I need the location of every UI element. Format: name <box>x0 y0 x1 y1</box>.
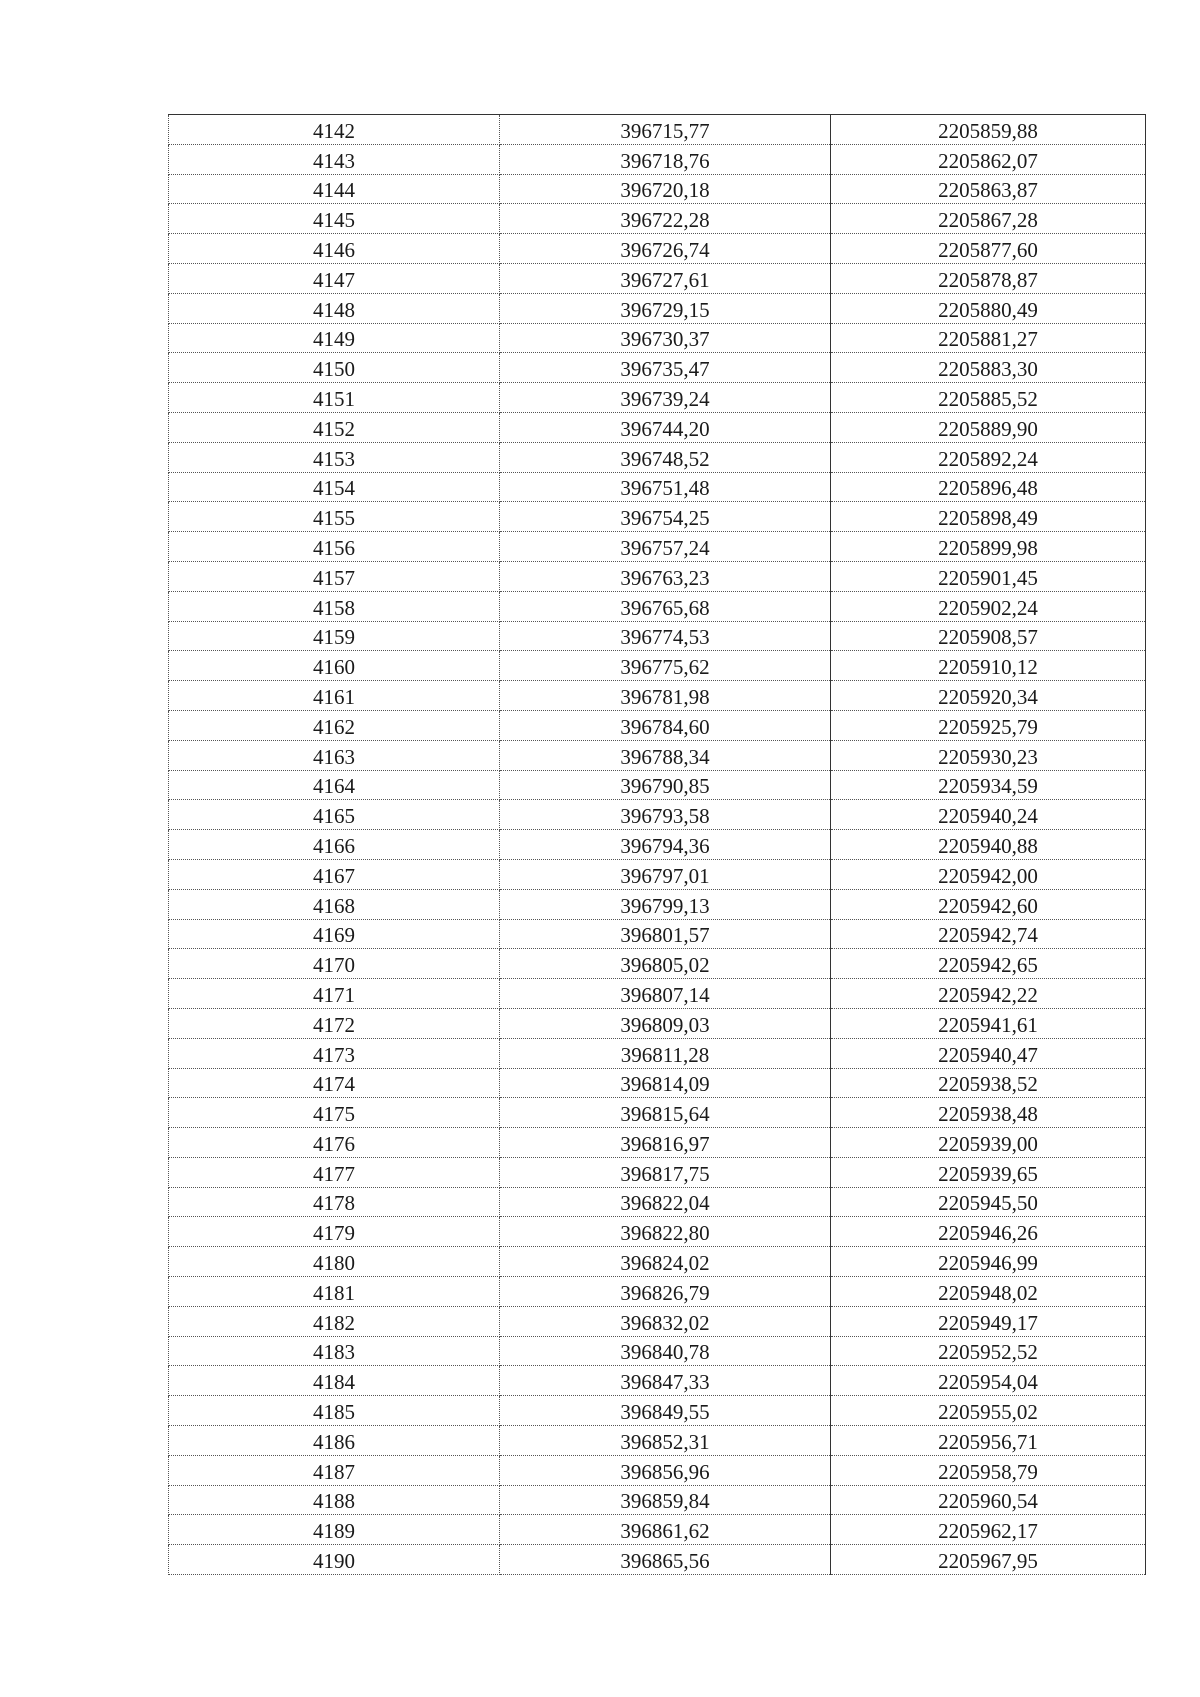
y-coordinate-cell: 2205908,57 <box>831 621 1146 651</box>
table-row <box>169 770 1146 800</box>
y-coordinate-cell: 2205899,98 <box>831 532 1146 562</box>
y-coordinate-cell: 2205920,34 <box>831 681 1146 711</box>
table-row <box>169 532 1146 562</box>
x-coordinate-cell: 396751,48 <box>500 472 831 502</box>
table-row <box>169 293 1146 323</box>
point-number-cell: 4160 <box>169 651 500 681</box>
table-row <box>169 740 1146 770</box>
y-coordinate-cell: 2205862,07 <box>831 144 1146 174</box>
point-number-cell: 4151 <box>169 383 500 413</box>
x-coordinate-cell: 396817,75 <box>500 1157 831 1187</box>
y-coordinate-cell: 2205946,26 <box>831 1217 1146 1247</box>
y-coordinate-cell: 2205940,88 <box>831 830 1146 860</box>
x-coordinate-cell: 396735,47 <box>500 353 831 383</box>
point-number-cell: 4181 <box>169 1277 500 1307</box>
x-coordinate-cell: 396824,02 <box>500 1247 831 1277</box>
y-coordinate-cell: 2205902,24 <box>831 591 1146 621</box>
y-coordinate-cell: 2205967,95 <box>831 1545 1146 1575</box>
y-coordinate-cell: 2205930,23 <box>831 740 1146 770</box>
y-coordinate-cell: 2205962,17 <box>831 1515 1146 1545</box>
point-number-cell: 4175 <box>169 1098 500 1128</box>
coordinates-table <box>168 114 1146 1575</box>
y-coordinate-cell: 2205938,52 <box>831 1068 1146 1098</box>
table-row <box>169 591 1146 621</box>
x-coordinate-cell: 396715,77 <box>500 115 831 145</box>
y-coordinate-cell: 2205948,02 <box>831 1277 1146 1307</box>
point-number-cell: 4173 <box>169 1038 500 1068</box>
x-coordinate-cell: 396774,53 <box>500 621 831 651</box>
x-coordinate-cell: 396809,03 <box>500 1008 831 1038</box>
x-coordinate-cell: 396726,74 <box>500 234 831 264</box>
point-number-cell: 4153 <box>169 442 500 472</box>
table-row <box>169 383 1146 413</box>
y-coordinate-cell: 2205956,71 <box>831 1426 1146 1456</box>
point-number-cell: 4183 <box>169 1336 500 1366</box>
y-coordinate-cell: 2205934,59 <box>831 770 1146 800</box>
table-row <box>169 442 1146 472</box>
table-row <box>169 234 1146 264</box>
table-row <box>169 1038 1146 1068</box>
y-coordinate-cell: 2205938,48 <box>831 1098 1146 1128</box>
point-number-cell: 4187 <box>169 1455 500 1485</box>
table-row <box>169 263 1146 293</box>
y-coordinate-cell: 2205863,87 <box>831 174 1146 204</box>
x-coordinate-cell: 396814,09 <box>500 1068 831 1098</box>
table-row <box>169 1366 1146 1396</box>
y-coordinate-cell: 2205859,88 <box>831 115 1146 145</box>
point-number-cell: 4144 <box>169 174 500 204</box>
table-row <box>169 800 1146 830</box>
table-row <box>169 1336 1146 1366</box>
y-coordinate-cell: 2205892,24 <box>831 442 1146 472</box>
table-row <box>169 621 1146 651</box>
x-coordinate-cell: 396861,62 <box>500 1515 831 1545</box>
table-row <box>169 561 1146 591</box>
point-number-cell: 4166 <box>169 830 500 860</box>
point-number-cell: 4169 <box>169 919 500 949</box>
x-coordinate-cell: 396794,36 <box>500 830 831 860</box>
x-coordinate-cell: 396765,68 <box>500 591 831 621</box>
y-coordinate-cell: 2205952,52 <box>831 1336 1146 1366</box>
table-row <box>169 144 1146 174</box>
y-coordinate-cell: 2205885,52 <box>831 383 1146 413</box>
x-coordinate-cell: 396790,85 <box>500 770 831 800</box>
x-coordinate-cell: 396781,98 <box>500 681 831 711</box>
point-number-cell: 4186 <box>169 1426 500 1456</box>
table-row <box>169 1396 1146 1426</box>
y-coordinate-cell: 2205942,65 <box>831 949 1146 979</box>
x-coordinate-cell: 396757,24 <box>500 532 831 562</box>
y-coordinate-cell: 2205880,49 <box>831 293 1146 323</box>
x-coordinate-cell: 396763,23 <box>500 561 831 591</box>
table-row <box>169 1098 1146 1128</box>
point-number-cell: 4184 <box>169 1366 500 1396</box>
x-coordinate-cell: 396832,02 <box>500 1306 831 1336</box>
point-number-cell: 4188 <box>169 1485 500 1515</box>
point-number-cell: 4163 <box>169 740 500 770</box>
x-coordinate-cell: 396811,28 <box>500 1038 831 1068</box>
table-row <box>169 919 1146 949</box>
point-number-cell: 4178 <box>169 1187 500 1217</box>
x-coordinate-cell: 396784,60 <box>500 710 831 740</box>
table-row <box>169 710 1146 740</box>
point-number-cell: 4156 <box>169 532 500 562</box>
x-coordinate-cell: 396730,37 <box>500 323 831 353</box>
x-coordinate-cell: 396722,28 <box>500 204 831 234</box>
point-number-cell: 4162 <box>169 710 500 740</box>
x-coordinate-cell: 396815,64 <box>500 1098 831 1128</box>
table-row <box>169 1455 1146 1485</box>
x-coordinate-cell: 396739,24 <box>500 383 831 413</box>
table-row <box>169 949 1146 979</box>
x-coordinate-cell: 396856,96 <box>500 1455 831 1485</box>
x-coordinate-cell: 396807,14 <box>500 979 831 1009</box>
x-coordinate-cell: 396816,97 <box>500 1128 831 1158</box>
point-number-cell: 4171 <box>169 979 500 1009</box>
point-number-cell: 4170 <box>169 949 500 979</box>
point-number-cell: 4180 <box>169 1247 500 1277</box>
y-coordinate-cell: 2205910,12 <box>831 651 1146 681</box>
point-number-cell: 4165 <box>169 800 500 830</box>
x-coordinate-cell: 396801,57 <box>500 919 831 949</box>
point-number-cell: 4177 <box>169 1157 500 1187</box>
point-number-cell: 4159 <box>169 621 500 651</box>
x-coordinate-cell: 396859,84 <box>500 1485 831 1515</box>
y-coordinate-cell: 2205940,47 <box>831 1038 1146 1068</box>
y-coordinate-cell: 2205954,04 <box>831 1366 1146 1396</box>
table-row <box>169 681 1146 711</box>
x-coordinate-cell: 396797,01 <box>500 859 831 889</box>
point-number-cell: 4185 <box>169 1396 500 1426</box>
x-coordinate-cell: 396865,56 <box>500 1545 831 1575</box>
table-row <box>169 204 1146 234</box>
y-coordinate-cell: 2205896,48 <box>831 472 1146 502</box>
y-coordinate-cell: 2205946,99 <box>831 1247 1146 1277</box>
x-coordinate-cell: 396729,15 <box>500 293 831 323</box>
point-number-cell: 4158 <box>169 591 500 621</box>
y-coordinate-cell: 2205877,60 <box>831 234 1146 264</box>
point-number-cell: 4150 <box>169 353 500 383</box>
y-coordinate-cell: 2205889,90 <box>831 412 1146 442</box>
table-row <box>169 1128 1146 1158</box>
point-number-cell: 4190 <box>169 1545 500 1575</box>
table-row <box>169 1247 1146 1277</box>
point-number-cell: 4182 <box>169 1306 500 1336</box>
point-number-cell: 4148 <box>169 293 500 323</box>
x-coordinate-cell: 396822,80 <box>500 1217 831 1247</box>
table-row <box>169 859 1146 889</box>
x-coordinate-cell: 396852,31 <box>500 1426 831 1456</box>
point-number-cell: 4189 <box>169 1515 500 1545</box>
table-row <box>169 502 1146 532</box>
table-row <box>169 1426 1146 1456</box>
y-coordinate-cell: 2205901,45 <box>831 561 1146 591</box>
table-row <box>169 1157 1146 1187</box>
y-coordinate-cell: 2205941,61 <box>831 1008 1146 1038</box>
x-coordinate-cell: 396799,13 <box>500 889 831 919</box>
x-coordinate-cell: 396840,78 <box>500 1336 831 1366</box>
table-row <box>169 1485 1146 1515</box>
table-row <box>169 323 1146 353</box>
table-row <box>169 115 1146 145</box>
table-row <box>169 1545 1146 1575</box>
y-coordinate-cell: 2205942,60 <box>831 889 1146 919</box>
x-coordinate-cell: 396805,02 <box>500 949 831 979</box>
table-row <box>169 174 1146 204</box>
point-number-cell: 4179 <box>169 1217 500 1247</box>
y-coordinate-cell: 2205939,65 <box>831 1157 1146 1187</box>
point-number-cell: 4167 <box>169 859 500 889</box>
y-coordinate-cell: 2205942,00 <box>831 859 1146 889</box>
table-row <box>169 830 1146 860</box>
table-row <box>169 1217 1146 1247</box>
point-number-cell: 4154 <box>169 472 500 502</box>
coordinates-table-body <box>169 115 1146 1575</box>
point-number-cell: 4146 <box>169 234 500 264</box>
table-row <box>169 1008 1146 1038</box>
table-row <box>169 1306 1146 1336</box>
x-coordinate-cell: 396718,76 <box>500 144 831 174</box>
x-coordinate-cell: 396847,33 <box>500 1366 831 1396</box>
y-coordinate-cell: 2205878,87 <box>831 263 1146 293</box>
point-number-cell: 4161 <box>169 681 500 711</box>
point-number-cell: 4176 <box>169 1128 500 1158</box>
y-coordinate-cell: 2205881,27 <box>831 323 1146 353</box>
x-coordinate-cell: 396748,52 <box>500 442 831 472</box>
y-coordinate-cell: 2205898,49 <box>831 502 1146 532</box>
y-coordinate-cell: 2205960,54 <box>831 1485 1146 1515</box>
y-coordinate-cell: 2205940,24 <box>831 800 1146 830</box>
point-number-cell: 4172 <box>169 1008 500 1038</box>
point-number-cell: 4142 <box>169 115 500 145</box>
point-number-cell: 4157 <box>169 561 500 591</box>
x-coordinate-cell: 396826,79 <box>500 1277 831 1307</box>
y-coordinate-cell: 2205867,28 <box>831 204 1146 234</box>
x-coordinate-cell: 396822,04 <box>500 1187 831 1217</box>
y-coordinate-cell: 2205883,30 <box>831 353 1146 383</box>
y-coordinate-cell: 2205955,02 <box>831 1396 1146 1426</box>
table-row <box>169 1277 1146 1307</box>
x-coordinate-cell: 396849,55 <box>500 1396 831 1426</box>
point-number-cell: 4152 <box>169 412 500 442</box>
x-coordinate-cell: 396720,18 <box>500 174 831 204</box>
y-coordinate-cell: 2205939,00 <box>831 1128 1146 1158</box>
table-row <box>169 979 1146 1009</box>
point-number-cell: 4174 <box>169 1068 500 1098</box>
x-coordinate-cell: 396793,58 <box>500 800 831 830</box>
table-row <box>169 651 1146 681</box>
x-coordinate-cell: 396754,25 <box>500 502 831 532</box>
point-number-cell: 4143 <box>169 144 500 174</box>
point-number-cell: 4155 <box>169 502 500 532</box>
table-row <box>169 889 1146 919</box>
x-coordinate-cell: 396727,61 <box>500 263 831 293</box>
table-row <box>169 472 1146 502</box>
table-row <box>169 412 1146 442</box>
point-number-cell: 4168 <box>169 889 500 919</box>
x-coordinate-cell: 396775,62 <box>500 651 831 681</box>
y-coordinate-cell: 2205945,50 <box>831 1187 1146 1217</box>
y-coordinate-cell: 2205942,22 <box>831 979 1146 1009</box>
x-coordinate-cell: 396788,34 <box>500 740 831 770</box>
y-coordinate-cell: 2205925,79 <box>831 710 1146 740</box>
point-number-cell: 4149 <box>169 323 500 353</box>
table-row <box>169 1515 1146 1545</box>
y-coordinate-cell: 2205949,17 <box>831 1306 1146 1336</box>
table-row <box>169 353 1146 383</box>
table-row <box>169 1068 1146 1098</box>
y-coordinate-cell: 2205942,74 <box>831 919 1146 949</box>
table-row <box>169 1187 1146 1217</box>
point-number-cell: 4147 <box>169 263 500 293</box>
point-number-cell: 4145 <box>169 204 500 234</box>
x-coordinate-cell: 396744,20 <box>500 412 831 442</box>
point-number-cell: 4164 <box>169 770 500 800</box>
y-coordinate-cell: 2205958,79 <box>831 1455 1146 1485</box>
